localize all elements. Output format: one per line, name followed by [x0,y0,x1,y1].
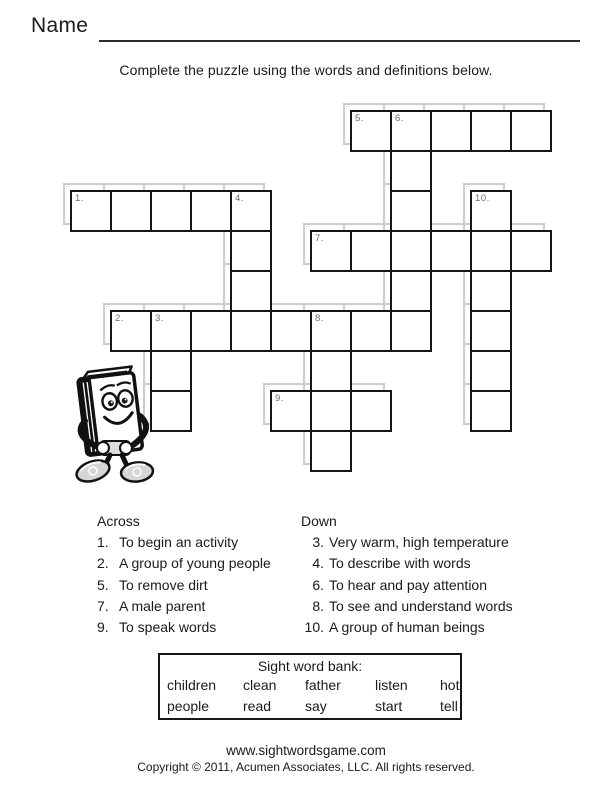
across-heading: Across [97,513,140,529]
word-bank-word: hot [440,677,460,693]
grid-cell[interactable] [390,230,432,272]
word-bank-word: children [167,677,217,693]
grid-cell[interactable] [70,190,112,232]
grid-cell[interactable] [470,310,512,352]
grid-cell[interactable] [150,190,192,232]
grid-cell[interactable] [110,310,152,352]
cell-number: 8. [315,313,324,324]
clue-text: To begin an activity [119,534,239,551]
grid-cell[interactable] [350,310,392,352]
across-items [97,532,297,638]
cell-number: 3. [155,313,164,324]
word-bank-rows [160,675,460,717]
grid-cell[interactable] [270,390,312,432]
clue-number: 1. [97,534,109,551]
word-bank-word: tell [440,698,458,714]
clue-text: To describe with words [329,555,471,572]
cell-number: 6. [395,113,404,124]
down-clue-list [301,511,531,638]
grid-cell[interactable] [350,390,392,432]
grid-cell[interactable] [190,310,232,352]
grid-cell[interactable] [510,230,552,272]
cell-number: 2. [115,313,124,324]
grid-cell[interactable] [110,190,152,232]
cell-number: 9. [275,393,284,404]
word-bank-word: people [167,698,210,714]
grid-cell[interactable] [390,270,432,312]
clue-text: Very warm, high temperature [329,534,509,551]
book-character-illustration [56,360,180,484]
clue-text: A group of young people [119,555,271,572]
clue-number: 5. [97,576,109,593]
word-bank-row [160,696,460,717]
clue-text: A group of human beings [329,619,485,636]
clue-item [301,532,531,553]
clue-item [97,532,297,553]
grid-cell[interactable] [390,310,432,352]
clue-text: To see and understand words [329,597,513,614]
grid-cell[interactable] [230,270,272,312]
grid-cell[interactable] [470,190,512,232]
word-bank-word: start [375,698,403,714]
grid-cell[interactable] [310,430,352,472]
clue-number: 8. [312,597,324,614]
clue-number: 6. [312,576,324,593]
grid-cell[interactable] [430,110,472,152]
cell-number: 5. [355,113,364,124]
clue-number: 7. [97,597,109,614]
left-hand [97,442,109,454]
cell-number: 1. [75,193,84,204]
down-items [301,532,531,638]
name-label: Name [31,14,89,37]
grid-cell[interactable] [270,310,312,352]
grid-cell[interactable] [310,390,352,432]
grid-cell[interactable] [430,230,472,272]
grid-cell[interactable] [470,230,512,272]
word-bank-title: Sight word bank: [257,658,363,674]
grid-cell[interactable] [230,310,272,352]
word-bank-row [160,675,460,696]
cell-number: 7. [315,233,324,244]
clue-number: 4. [312,555,324,572]
clue-item [97,575,297,596]
clue-item [301,596,531,617]
word-bank-word: read [243,698,272,714]
across-clue-list [97,511,297,638]
clue-item [301,553,531,574]
clue-item [301,617,531,638]
clue-item [97,553,297,574]
grid-cell[interactable] [390,150,432,192]
copyright-text: Copyright © 2011, Acumen Associates, LLC. All rights reserved. [137,760,475,774]
grid-cell[interactable] [310,230,352,272]
clue-number: 2. [97,555,109,572]
grid-cell[interactable] [150,310,192,352]
grid-cell[interactable] [390,110,432,152]
grid-cell[interactable] [230,230,272,272]
word-bank-word: clean [243,677,277,693]
clue-item [97,617,297,638]
website-url: www.sightwordsgame.com [226,743,386,758]
clue-text: To hear and pay attention [329,576,488,593]
grid-cell[interactable] [310,310,352,352]
grid-cell[interactable] [470,270,512,312]
grid-cell[interactable] [350,230,392,272]
grid-cell[interactable] [190,190,232,232]
cell-number: 10. [475,193,490,204]
word-bank-word: listen [375,677,408,693]
grid-cell[interactable] [470,350,512,392]
clue-text: To remove dirt [119,576,208,593]
clue-number: 9. [97,619,109,636]
clue-text: To speak words [119,619,217,636]
word-bank [158,653,462,720]
grid-cell[interactable] [470,390,512,432]
clue-item [301,575,531,596]
grid-cell[interactable] [350,110,392,152]
right-hand [120,442,132,454]
grid-cell[interactable] [230,190,272,232]
grid-cell[interactable] [510,110,552,152]
word-bank-word: father [305,677,341,693]
clue-number: 10. [304,619,324,636]
grid-cell[interactable] [470,110,512,152]
instruction-text: Complete the puzzle using the words and definitions below. [119,62,493,78]
grid-cell[interactable] [310,350,352,392]
clue-item [97,596,297,617]
clue-text: A male parent [119,597,206,614]
word-bank-word: say [305,698,327,714]
down-heading: Down [301,513,337,529]
cell-number: 4. [235,193,244,204]
clue-number: 3. [312,534,324,551]
grid-cell[interactable] [390,190,432,232]
